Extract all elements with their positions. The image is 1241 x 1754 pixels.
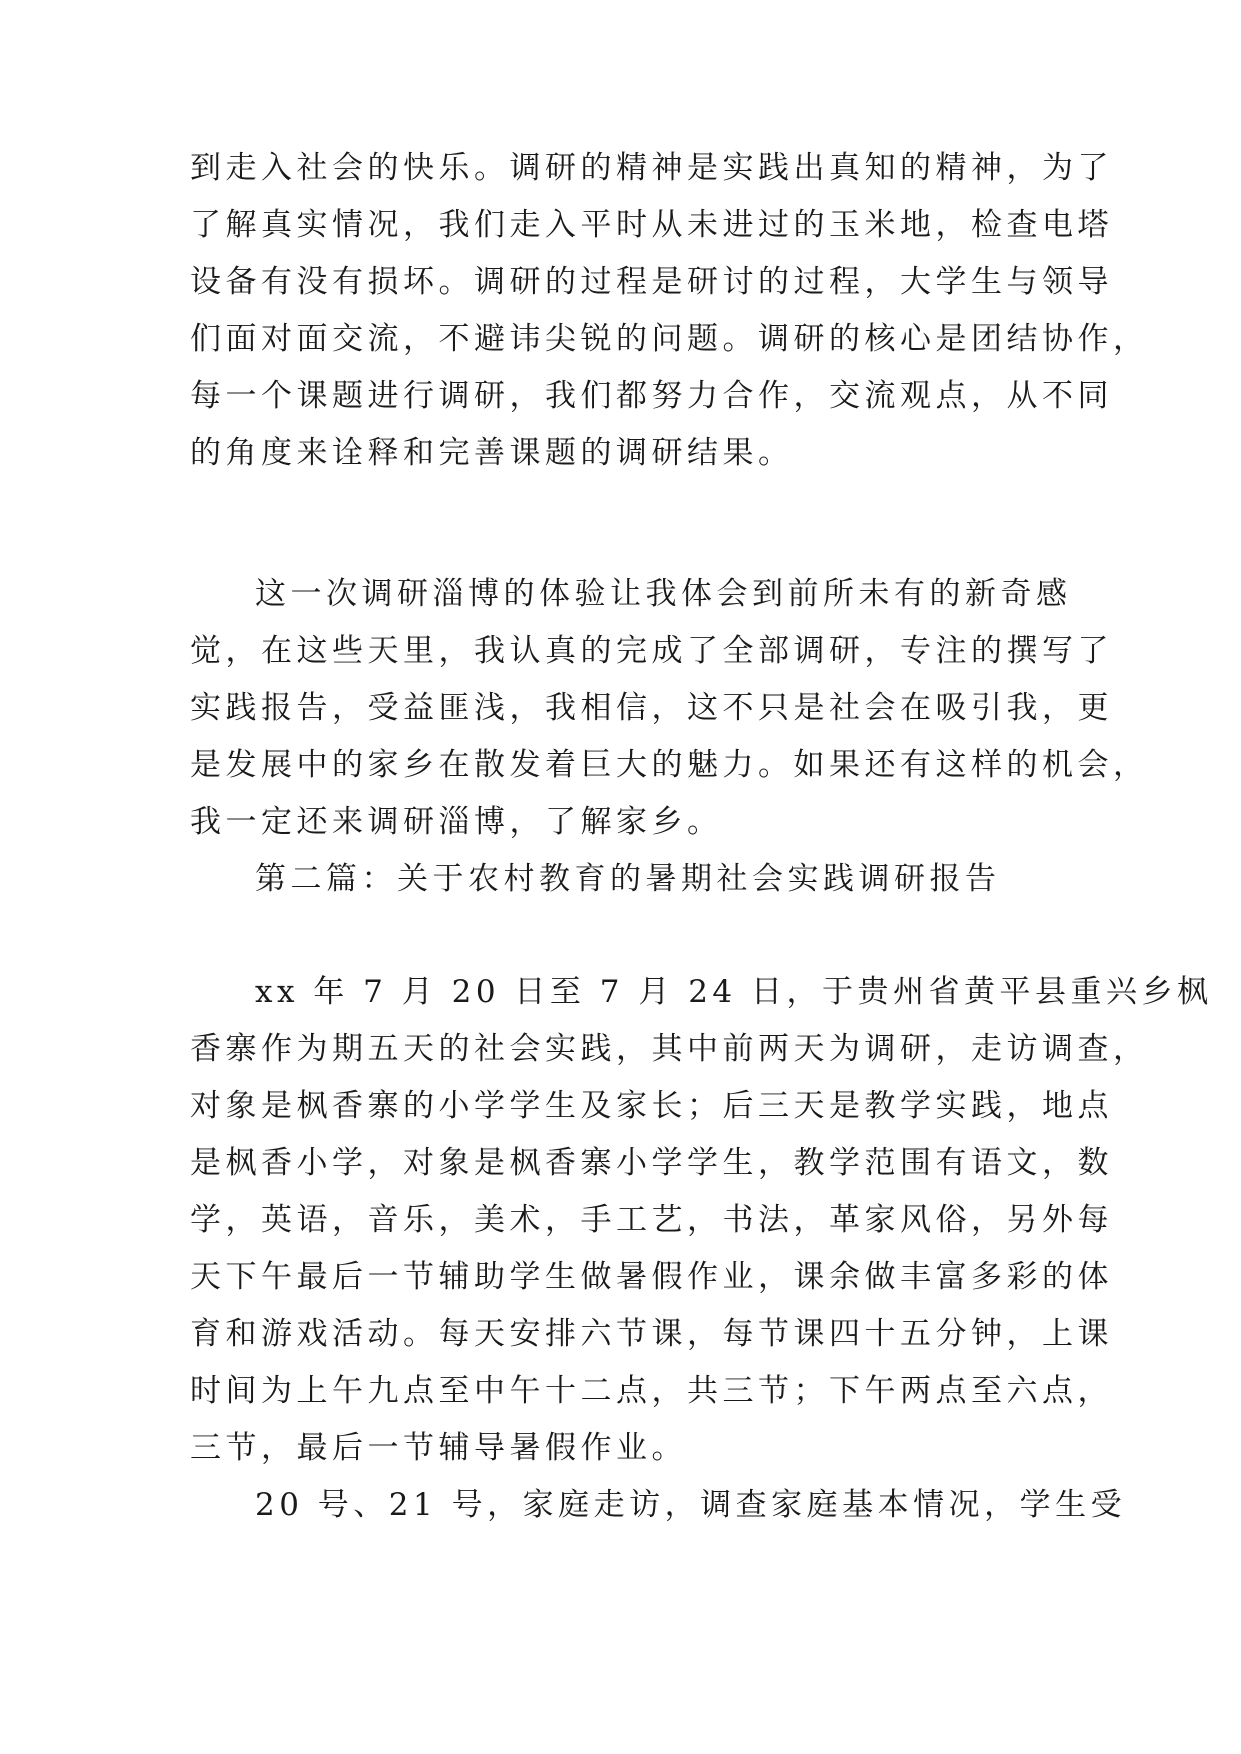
paragraph-line: 们面对面交流，不避讳尖锐的问题。调研的核心是团结协作， — [190, 321, 1149, 357]
paragraph-line: xx 年 7 月 20 日至 7 月 24 日，于贵州省黄平县重兴乡枫 — [255, 974, 1213, 1010]
paragraph-line: 三节，最后一节辅导暑假作业。 — [190, 1430, 687, 1466]
section-heading: 第二篇：关于农村教育的暑期社会实践调研报告 — [255, 861, 1001, 897]
paragraph-line: 到走入社会的快乐。调研的精神是实践出真知的精神，为了 — [190, 150, 1113, 186]
paragraph-line: 每一个课题进行调研，我们都努力合作，交流观点，从不同 — [190, 378, 1113, 414]
paragraph-line: 是枫香小学，对象是枫香寨小学学生，教学范围有语文，数 — [190, 1145, 1113, 1181]
paragraph-line: 20 号、21 号，家庭走访，调查家庭基本情况，学生受 — [255, 1487, 1127, 1523]
paragraph-line: 实践报告，受益匪浅，我相信，这不只是社会在吸引我，更 — [190, 690, 1113, 726]
paragraph-line: 对象是枫香寨的小学学生及家长；后三天是教学实践，地点 — [190, 1088, 1113, 1124]
paragraph-line: 了解真实情况，我们走入平时从未进过的玉米地，检查电塔 — [190, 207, 1113, 243]
paragraph-line: 这一次调研淄博的体验让我体会到前所未有的新奇感 — [255, 576, 1072, 612]
paragraph-line: 觉，在这些天里，我认真的完成了全部调研，专注的撰写了 — [190, 633, 1113, 669]
paragraph-line: 是发展中的家乡在散发着巨大的魅力。如果还有这样的机会， — [190, 747, 1149, 783]
paragraph-line: 育和游戏活动。每天安排六节课，每节课四十五分钟，上课 — [190, 1316, 1113, 1352]
paragraph-line: 的角度来诠释和完善课题的调研结果。 — [190, 435, 794, 471]
paragraph-line: 天下午最后一节辅助学生做暑假作业，课余做丰富多彩的体 — [190, 1259, 1113, 1295]
paragraph-line: 设备有没有损坏。调研的过程是研讨的过程，大学生与领导 — [190, 264, 1113, 300]
paragraph-line: 香寨作为期五天的社会实践，其中前两天为调研，走访调查， — [190, 1031, 1149, 1067]
paragraph-line: 学，英语，音乐，美术，手工艺，书法，革家风俗，另外每 — [190, 1202, 1113, 1238]
paragraph-line: 我一定还来调研淄博，了解家乡。 — [190, 804, 723, 840]
paragraph-line: 时间为上午九点至中午十二点，共三节；下午两点至六点， — [190, 1373, 1113, 1409]
